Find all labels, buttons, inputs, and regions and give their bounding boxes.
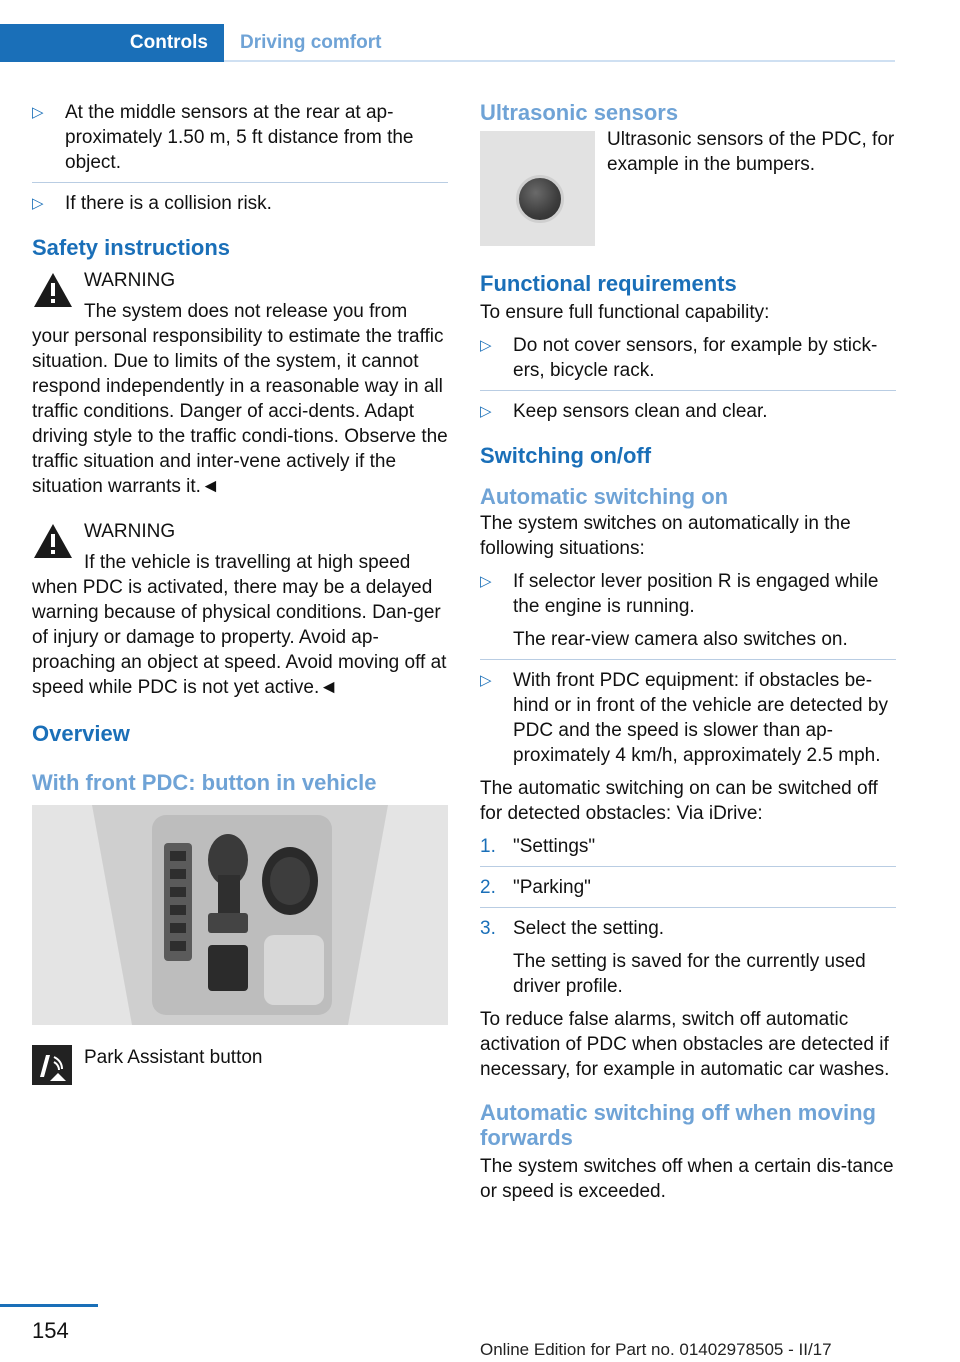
step-number: 3. — [480, 918, 496, 939]
list-item-text: At the middle sensors at the rear at ap‐proximately 1.50 m, 5 ft distance from the object. — [65, 102, 414, 173]
list-item-text: If there is a collision risk. — [65, 193, 272, 214]
warning-icon — [32, 521, 74, 561]
footer-rule — [0, 1304, 98, 1307]
step-item — [480, 916, 896, 999]
park-assistant-icon — [32, 1045, 72, 1085]
step-number: 2. — [480, 877, 496, 898]
park-assistant-label: Park Assistant button — [84, 1047, 263, 1068]
list-item — [480, 569, 896, 660]
functional-intro: To ensure full functional capability: — [480, 302, 770, 323]
step-item — [480, 834, 896, 867]
step-text: Select the setting. — [513, 918, 665, 939]
right-column — [480, 100, 896, 1212]
center-console-illustration — [32, 805, 448, 1025]
step-item — [480, 875, 896, 908]
ultrasonic-sensors-heading: Ultrasonic sensors — [480, 100, 679, 125]
overview-heading: Overview — [32, 721, 130, 746]
functional-requirements-heading: Functional requirements — [480, 271, 737, 296]
triangle-bullet-icon: ▷ — [32, 104, 44, 121]
warning-title: WARNING — [84, 521, 176, 542]
triangle-bullet-icon: ▷ — [32, 195, 44, 212]
step-text: "Parking" — [513, 877, 591, 898]
list-item — [32, 191, 448, 216]
auto-on-switch-text: The automatic switching on can be switched off for detected obstacles: Via iDrive: — [480, 778, 878, 824]
triangle-bullet-icon: ▷ — [480, 337, 492, 354]
header-rule — [224, 60, 895, 62]
list-item — [480, 333, 896, 391]
triangle-bullet-icon: ▷ — [480, 672, 492, 689]
list-item-text: With front PDC equipment: if obstacles be‐hind or in front of the vehicle are detected by PDC and the speed is slower than ap‐proximately 4 km/h, approximately 2.5 mph. — [513, 670, 888, 766]
warning-block-1 — [32, 268, 448, 499]
warning-block-2 — [32, 519, 448, 700]
auto-on-heading: Automatic switching on — [480, 484, 729, 509]
header-tabs — [0, 24, 895, 62]
false-alarm-text: To reduce false alarms, switch off automatic activation of PDC when obstacles are detected if necessary, for example in automatic car washes. — [480, 1009, 890, 1080]
list-item — [480, 399, 896, 424]
switching-heading: Switching on/off — [480, 443, 652, 468]
warning-title: WARNING — [84, 270, 176, 291]
center-console-photo — [32, 805, 448, 1025]
auto-off-text: The system switches off when a certain dis‐tance or speed is exceeded. — [480, 1156, 894, 1202]
list-item — [32, 100, 448, 183]
list-item-text: If selector lever position R is engaged while the engine is running. — [513, 571, 879, 617]
step-subtext: The setting is saved for the currently used driver profile. — [513, 951, 866, 997]
step-text: "Settings" — [513, 836, 596, 857]
page-number: 154 — [32, 1318, 69, 1343]
front-pdc-heading: With front PDC: button in vehicle — [32, 770, 377, 795]
ultrasonic-text: Ultrasonic sensors of the PDC, for example in the bumpers. — [607, 129, 895, 175]
warning-text: If the vehicle is travelling at high speed when PDC is activated, there may be a delayed warning because of physical conditions. Dan‐ger of injury or damage to property. Avoid ap‐proaching an object at speed. Avoid moving off at speed while PDC is not yet active.◄ — [32, 552, 447, 698]
triangle-bullet-icon: ▷ — [480, 403, 492, 420]
triangle-bullet-icon: ▷ — [480, 573, 492, 590]
list-item — [480, 668, 896, 768]
auto-off-heading: Automatic switching off when moving forwards — [480, 1100, 876, 1150]
safety-instructions-heading: Safety instructions — [32, 235, 231, 260]
edition-text: Online Edition for Part no. 01402978505 - II/17 — [480, 1340, 832, 1359]
sensor-icon — [516, 175, 564, 223]
warning-icon — [32, 270, 74, 310]
ultrasonic-block — [480, 127, 896, 252]
tab-controls[interactable]: Controls — [0, 24, 224, 62]
list-item-subtext: The rear-view camera also switches on. — [513, 629, 848, 650]
tab-driving-comfort[interactable]: Driving comfort — [240, 32, 382, 53]
ultrasonic-sensor-image — [480, 131, 595, 246]
list-item-text: Do not cover sensors, for example by stick‐ers, bicycle rack. — [513, 335, 878, 381]
auto-on-intro: The system switches on automatically in the following situations: — [480, 513, 851, 559]
left-column — [32, 100, 448, 1085]
list-item-text: Keep sensors clean and clear. — [513, 401, 768, 422]
warning-text: The system does not release you from your personal responsibility to estimate the traffic situation. Due to limits of the system, it cannot respond independently in a reasonable way in all traffic conditions. Danger of acci‐dents. Adapt driving style to the traffic condi‐tions. Observe the traffic situation and inter‐vene actively if the situation warrants it.◄ — [32, 301, 448, 497]
step-number: 1. — [480, 836, 496, 857]
park-assistant-row — [32, 1045, 448, 1085]
